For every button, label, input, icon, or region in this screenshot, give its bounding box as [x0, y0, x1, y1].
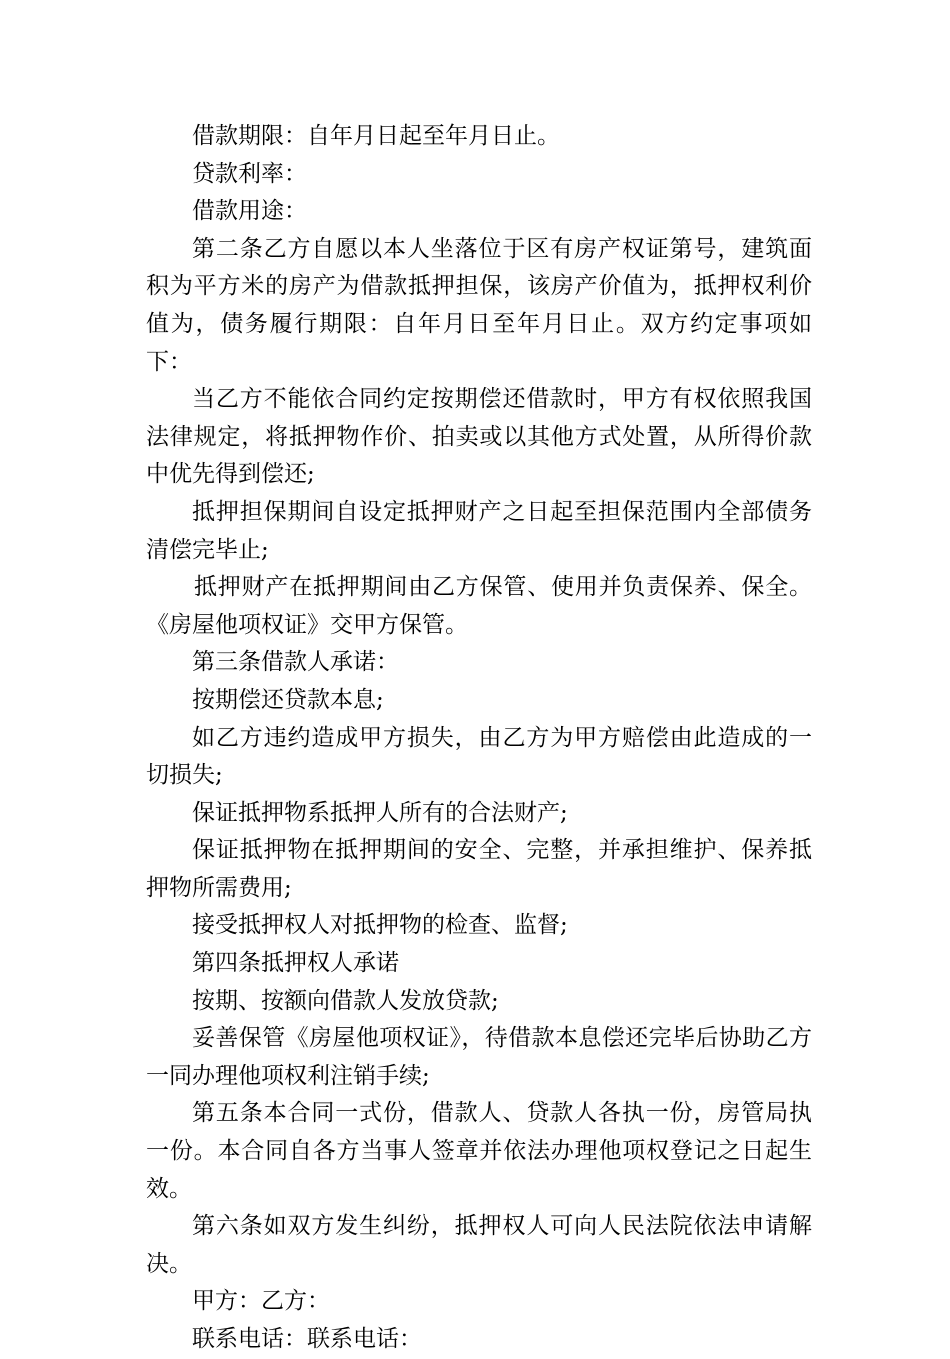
paragraph-article-4: 第四条抵押权人承诺	[192, 950, 399, 977]
paragraph-parties: 甲方：乙方：	[192, 1288, 330, 1315]
paragraph-guarantee-period: 抵押担保期间自设定抵押财产之日起至担保范围内全部债务清偿完毕止;	[146, 498, 812, 563]
paragraph-compensation: 如乙方违约造成甲方损失，由乙方为甲方赔偿由此造成的一切损失;	[146, 724, 812, 789]
paragraph-property-custody: 抵押财产在抵押期间由乙方保管、使用并负责保养、保全。《房屋他项权证》交甲方保管。	[146, 574, 812, 638]
paragraph-article-5: 第五条本合同一式份，借款人、贷款人各执一份，房管局执一份。本合同自各方当事人签章并依法办理他项权登记之日起生效。	[146, 1100, 812, 1202]
paragraph-repayment-default: 当乙方不能依合同约定按期偿还借款时，甲方有权依照我国法律规定，将抵押物作价、拍卖或以其他方式处置，从所得价款中优先得到偿还;	[146, 386, 812, 488]
paragraph-legal-property: 保证抵押物系抵押人所有的合法财产;	[192, 799, 568, 826]
paragraph-loan-rate: 贷款利率：	[192, 160, 307, 187]
paragraph-disburse-loan: 按期、按额向借款人发放贷款;	[192, 987, 499, 1014]
document-body	[146, 118, 812, 1359]
paragraph-safety-maintenance: 保证抵押物在抵押期间的安全、完整，并承担维护、保养抵押物所需费用;	[146, 837, 812, 901]
paragraph-article-2: 第二条乙方自愿以本人坐落位于区有房产权证第号，建筑面积为平方米的房产为借款抵押担保，该房产价值为，抵押权利价值为，债务履行期限：自年月日至年月日止。双方约定事项如下：	[146, 235, 812, 375]
paragraph-contact-phone: 联系电话：联系电话：	[192, 1326, 422, 1352]
paragraph-article-3: 第三条借款人承诺：	[192, 649, 399, 676]
paragraph-loan-purpose: 借款用途：	[192, 198, 307, 225]
paragraph-repay-principal: 按期偿还贷款本息;	[192, 686, 384, 713]
paragraph-article-6: 第六条如双方发生纠纷，抵押权人可向人民法院依法申请解决。	[146, 1213, 812, 1277]
paragraph-inspection: 接受抵押权人对抵押物的检查、监督;	[192, 912, 568, 939]
paragraph-loan-term: 借款期限：自年月日起至年月日止。	[192, 123, 560, 149]
paragraph-certificate-custody: 妥善保管《房屋他项权证》，待借款本息偿还完毕后协助乙方一同办理他项权利注销手续;	[146, 1025, 812, 1089]
